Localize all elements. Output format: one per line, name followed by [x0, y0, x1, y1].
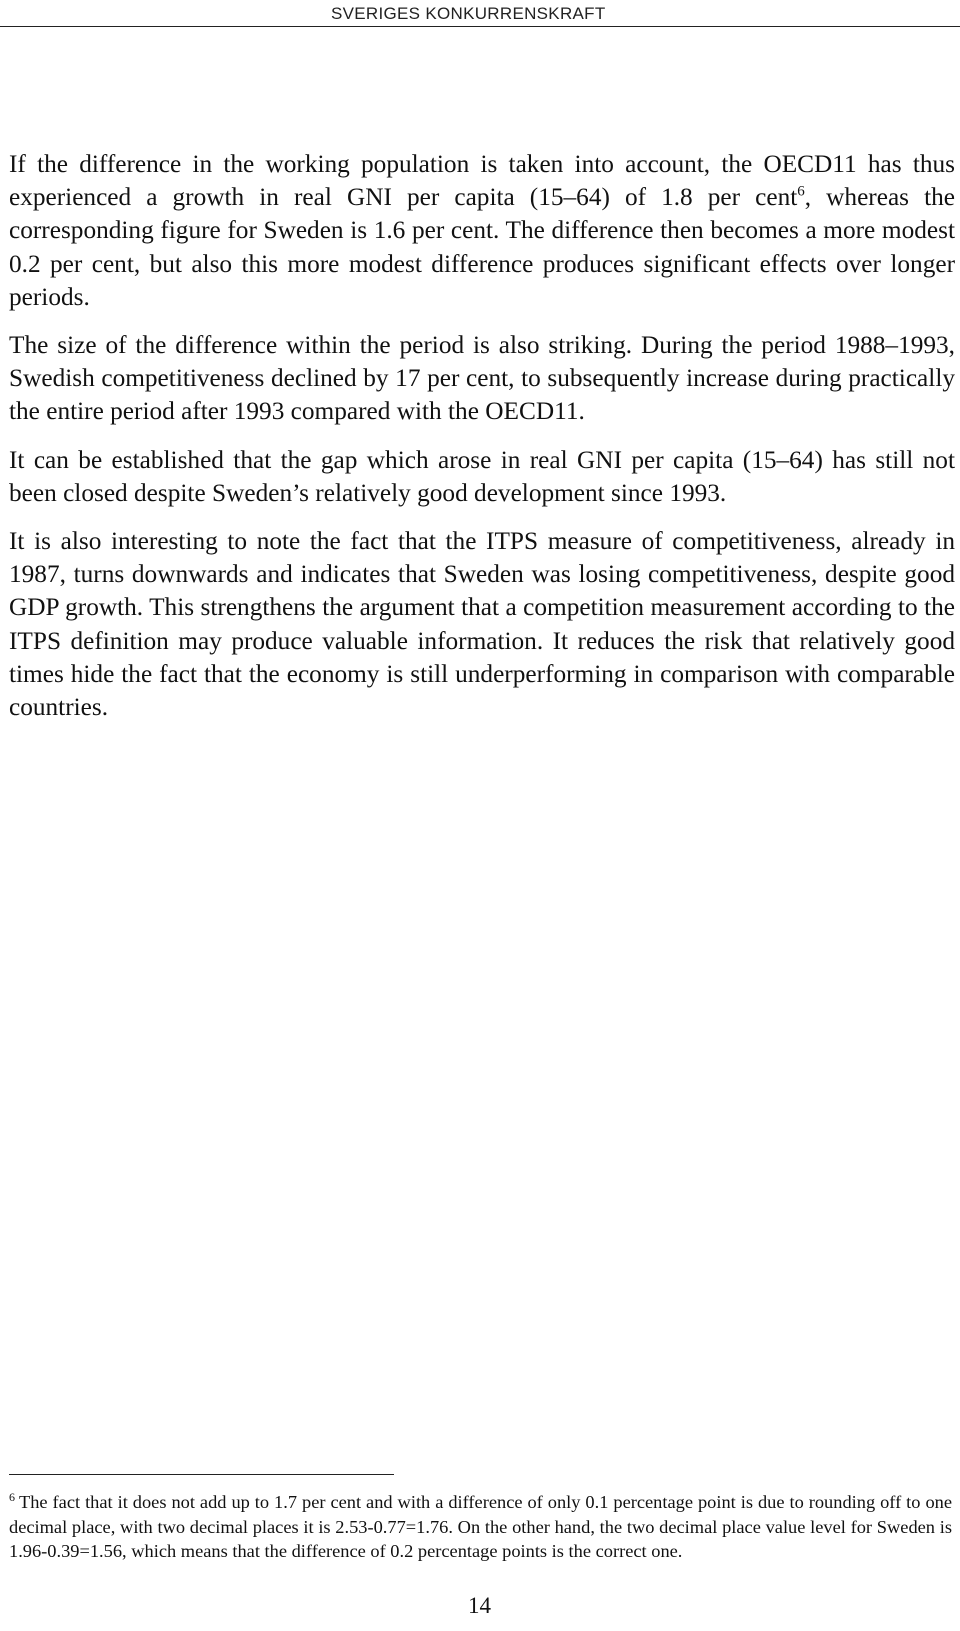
paragraph-2: The size of the difference within the period is also striking. During the period 1988–1993, Swedish competitiveness declined by 17 per cent, to subsequently increase during practically the entire period after 1993 compared with the OECD11. [9, 331, 955, 426]
running-header [0, 0, 960, 27]
footnote-marker: 6 [9, 1489, 15, 1504]
running-header-title: SVERIGES KONKURRENSKRAFT [331, 4, 606, 23]
paragraph-1-text-end: , whereas the corresponding figure for Sweden is 1.6 per cent. The difference then becomes a more modest 0.2 per cent, but also this more modest difference produces significant effects over longer periods. [9, 183, 955, 311]
page-number: 14 [468, 1593, 491, 1618]
footnote-divider [9, 1474, 394, 1475]
footnote-reference: 6 [797, 183, 805, 200]
footnote-text: The fact that it does not add up to 1.7 per cent and with a difference of only 0.1 percentage point is due to rounding off to one decimal place, with two decimal places it is 2.53-0.77=1.76. On the other hand, the two decimal place value level for Sweden is 1.96-0.39=1.56, which means that the difference of 0.2 percentage points is the correct one. [9, 1492, 952, 1561]
paragraph-1 [9, 148, 955, 314]
paragraph-1-text-start: If the difference in the working population is taken into account, the OECD11 has thus experienced a growth in real GNI per capita (15–64) of 1.8 per cent [9, 150, 955, 212]
footnote [9, 1490, 952, 1564]
paragraph-3: It can be established that the gap which arose in real GNI per capita (15–64) has still not been closed despite Sweden’s relatively good development since 1993. [9, 445, 955, 507]
body-text [9, 148, 955, 739]
paragraph-4: It is also interesting to note the fact that the ITPS measure of competitiveness, already in 1987, turns downwards and indicates that Sweden was losing competitiveness, despite good GDP growth. This strengthens the argument that a competition measurement according to the ITPS definition may produce valuable information. It reduces the risk that relatively good times hide the fact that the economy is still underperforming in comparison with comparable countries. [9, 527, 955, 722]
